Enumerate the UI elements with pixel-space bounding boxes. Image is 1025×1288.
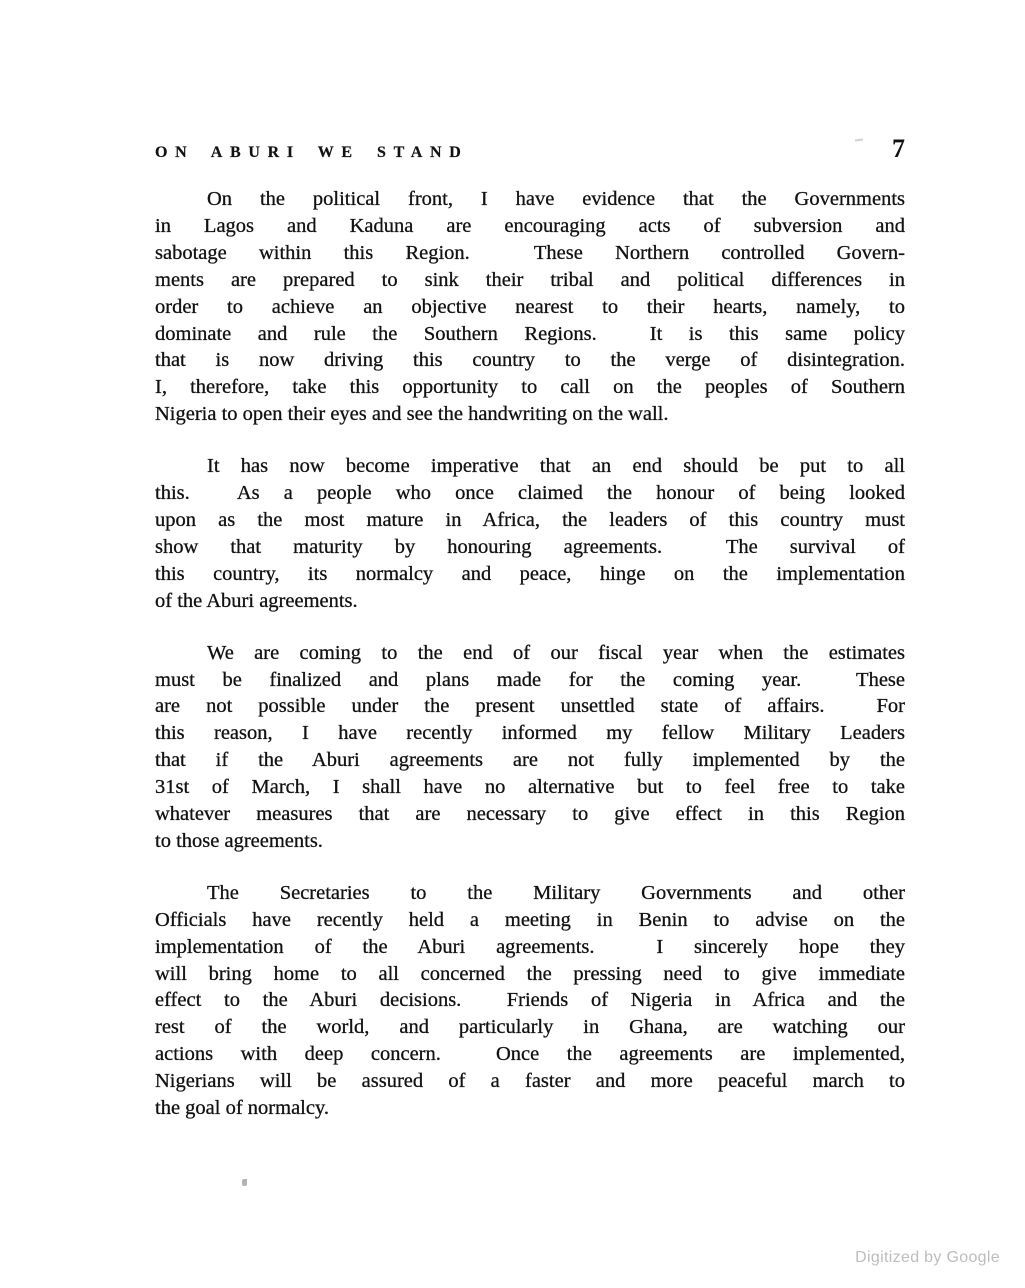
scan-artifact-speck xyxy=(242,1179,247,1186)
page-number: 7 xyxy=(892,134,905,163)
text-line: whatever measures that are necessary to give effect in this Region xyxy=(155,803,905,826)
text-line: that is now driving this country to the verge of disintegration. xyxy=(155,349,905,372)
text-line: to those agreements. xyxy=(155,829,323,852)
text-line: Nigeria to open their eyes and see the handwriting on the wall. xyxy=(155,403,669,426)
text-line: must be finalized and plans made for the coming year. These xyxy=(155,668,905,691)
text-line: implementation of the Aburi agreements. I sincerely hope they xyxy=(155,935,905,958)
text-line: that if the Aburi agreements are not fully implemented by the xyxy=(155,749,905,772)
text-line: this. As a people who once claimed the honour of being looked xyxy=(155,482,905,505)
paragraph xyxy=(155,640,905,855)
running-title: ON ABURI WE STAND xyxy=(155,144,469,161)
text-line: this reason, I have recently informed my fellow Military Leaders xyxy=(155,722,905,745)
text-line: 31st of March, I shall have no alternative but to feel free to take xyxy=(155,776,905,799)
text-line: dominate and rule the Southern Regions. It is this same policy xyxy=(155,322,905,345)
text-line: the goal of normalcy. xyxy=(155,1097,329,1120)
text-line: upon as the most mature in Africa, the leaders of this country must xyxy=(155,508,905,531)
page-header xyxy=(155,136,905,162)
text-line: order to achieve an objective nearest to their hearts, namely, to xyxy=(155,295,905,318)
text-line: The Secretaries to the Military Governments and other xyxy=(207,881,905,904)
text-line: ments are prepared to sink their tribal and political differences in xyxy=(155,268,905,291)
paragraph xyxy=(155,880,905,1122)
text-line: show that maturity by honouring agreements. The survival of xyxy=(155,535,905,558)
paragraph xyxy=(155,186,905,428)
text-line: We are coming to the end of our fiscal year when the estimates xyxy=(207,641,905,664)
text-line: Officials have recently held a meeting in Benin to advise on the xyxy=(155,908,905,931)
digitized-by-google-watermark: Digitized by Google xyxy=(855,1249,1000,1266)
text-line: effect to the Aburi decisions. Friends of Nigeria in Africa and the xyxy=(155,989,905,1012)
text-line: rest of the world, and particularly in Ghana, are watching our xyxy=(155,1016,905,1039)
text-line: Nigerians will be assured of a faster and more peaceful march to xyxy=(155,1070,905,1093)
text-line: sabotage within this Region. These Northern controlled Govern- xyxy=(155,241,905,264)
text-line: will bring home to all concerned the pressing need to give immediate xyxy=(155,962,905,985)
text-line: On the political front, I have evidence that the Governments xyxy=(207,188,905,210)
page-body xyxy=(155,186,905,1147)
text-line: I, therefore, take this opportunity to call on the peoples of Southern xyxy=(155,376,905,399)
paragraph xyxy=(155,453,905,614)
text-line: are not possible under the present unsettled state of affairs. For xyxy=(155,695,905,718)
text-line: actions with deep concern. Once the agreements are implemented, xyxy=(155,1043,905,1066)
text-line: of the Aburi agreements. xyxy=(155,589,358,612)
text-line: in Lagos and Kaduna are encouraging acts of subversion and xyxy=(155,214,905,237)
text-line: It has now become imperative that an end should be put to all xyxy=(207,455,905,478)
text-line: this country, its normalcy and peace, hinge on the implementation xyxy=(155,562,905,585)
